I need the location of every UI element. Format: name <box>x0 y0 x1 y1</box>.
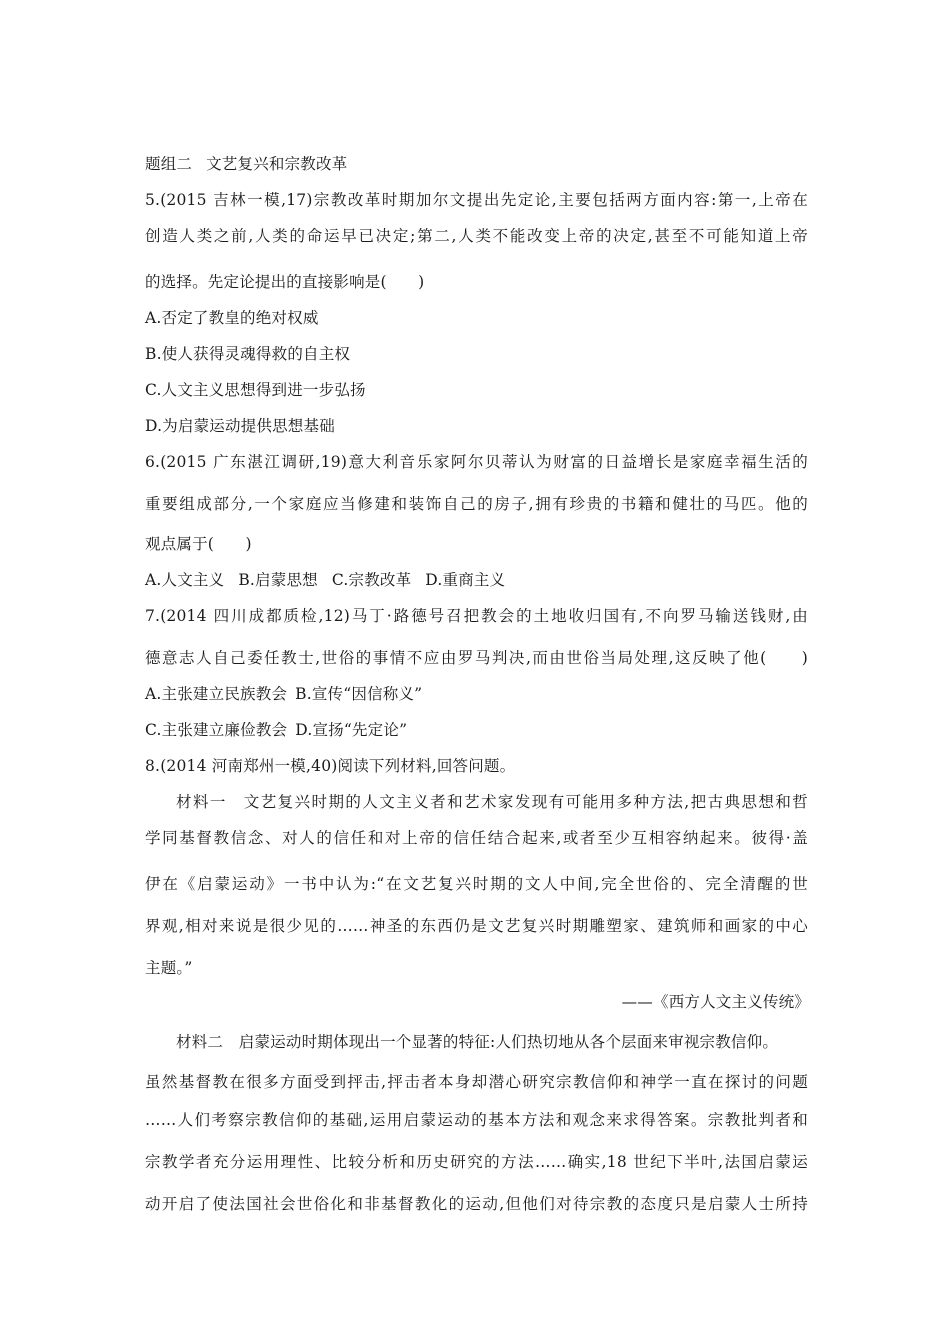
section-title: 文艺复兴和宗教改革 <box>206 155 348 173</box>
material1-line-1: 材料一 文艺复兴时期的人文主义者和艺术家发现有可能用多种方法,把古典思想和哲 <box>176 793 808 811</box>
q5-line-3: 的选择。先定论提出的直接影响是( ) <box>145 273 425 291</box>
q7-option-d: D.宣扬“先定论” <box>295 721 408 739</box>
q5-option-b: B.使人获得灵魂得救的自主权 <box>145 345 351 363</box>
material1-line-5: 主题。” <box>145 959 193 977</box>
material2-line-5: 动开启了使法国社会世俗化和非基督教化的运动,但他们对待宗教的态度只是启蒙人士所持 <box>145 1195 808 1213</box>
q5-option-a: A.否定了教皇的绝对权威 <box>145 309 319 327</box>
q7-option-b: B.宣传“因信称义” <box>295 685 423 703</box>
q6-line-1: 6.(2015 广东湛江调研,19)意大利音乐家阿尔贝蒂认为财富的日益增长是家庭幸福生活的 <box>145 453 808 471</box>
section-label: 题组二 <box>145 155 193 173</box>
q6-options <box>145 570 505 590</box>
q6-option-d: D.重商主义 <box>425 571 506 589</box>
q6-line-3: 观点属于( ) <box>145 535 252 553</box>
q8-stem: 8.(2014 河南郑州一模,40)阅读下列材料,回答问题。 <box>145 757 516 775</box>
material2-line-2: 虽然基督教在很多方面受到抨击,抨击者本身却潜心研究宗教信仰和神学一直在探讨的问题 <box>145 1073 808 1091</box>
q6-option-b: B.启蒙思想 <box>238 571 318 589</box>
material1-line-2: 学同基督教信念、对人的信任和对上帝的信任结合起来,或者至少互相容纳起来。彼得·盖 <box>145 829 808 847</box>
q5-option-d: D.为启蒙运动提供思想基础 <box>145 417 335 435</box>
q5-line-2: 创造人类之前,人类的命运早已决定;第二,人类不能改变上帝的决定,甚至不可能知道上帝 <box>145 227 808 245</box>
q7-line-2: 德意志人自己委任教士,世俗的事情不应由罗马判决,而由世俗当局处理,这反映了他( ) <box>145 649 808 667</box>
q5-line-1: 5.(2015 吉林一模,17)宗教改革时期加尔文提出先定论,主要包括两方面内容:第一,上帝在 <box>145 191 808 209</box>
q7-options-row-2 <box>145 720 407 740</box>
q7-line-1: 7.(2014 四川成都质检,12)马丁·路德号召把教会的土地收归国有,不向罗马输送钱财,由 <box>145 607 808 625</box>
q7-options-row-1 <box>145 684 422 704</box>
material1-source: ——《西方人文主义传统》 <box>621 993 810 1011</box>
q7-option-c: C.主张建立廉俭教会 <box>145 721 288 739</box>
q5-option-c: C.人文主义思想得到进一步弘扬 <box>145 381 366 399</box>
material2-line-1: 材料二 启蒙运动时期体现出一个显著的特征:人们热切地从各个层面来审视宗教信仰。 <box>176 1033 779 1051</box>
material1-line-4: 界观,相对来说是很少见的……神圣的东西仍是文艺复兴时期雕塑家、建筑师和画家的中心 <box>145 917 808 935</box>
material1-line-3: 伊在《启蒙运动》一书中认为:“在文艺复兴时期的文人中间,完全世俗的、完全清醒的世 <box>145 875 808 893</box>
material2-line-4: 宗教学者充分运用理性、比较分析和历史研究的方法……确实,18 世纪下半叶,法国启蒙运 <box>145 1153 808 1171</box>
q6-line-2: 重要组成部分,一个家庭应当修建和装饰自己的房子,拥有珍贵的书籍和健壮的马匹。他的 <box>145 495 808 513</box>
section-heading <box>145 154 347 174</box>
q6-option-c: C.宗教改革 <box>331 571 412 589</box>
q7-option-a: A.主张建立民族教会 <box>145 685 288 703</box>
material2-line-3: ……人们考察宗教信仰的基础,运用启蒙运动的基本方法和观念来求得答案。宗教批判者和 <box>145 1111 808 1129</box>
q6-option-a: A.人文主义 <box>145 571 225 589</box>
